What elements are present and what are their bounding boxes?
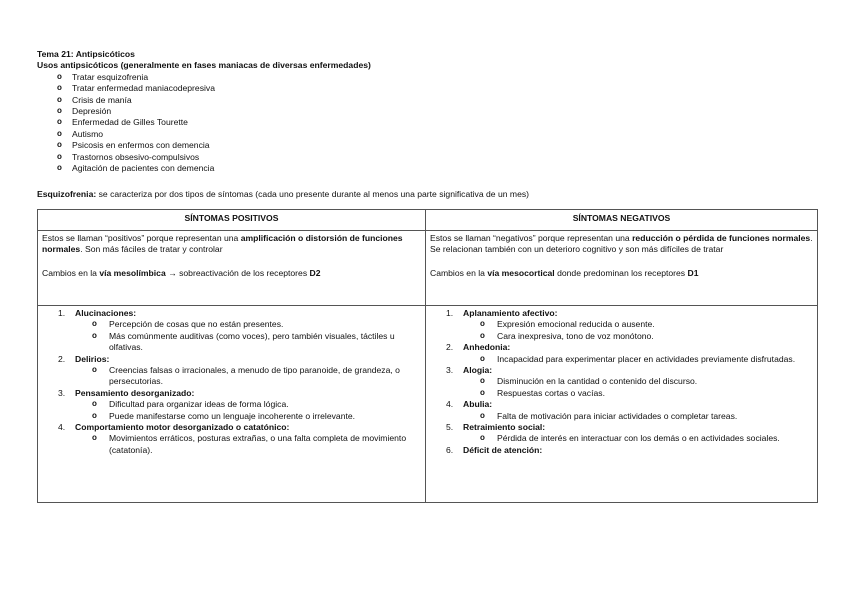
list-item: o Tratar esquizofrenia (57, 72, 817, 83)
esquizofrenia-line (37, 189, 817, 200)
list-item: o Tratar enfermedad maniacodepresiva (57, 83, 817, 94)
negative-description: Estos se llaman “negativos” porque representan una reducción o pérdida de funciones normales. Se relacionan también con un deterioro cognitivo y son más difíciles de tratar (430, 233, 813, 255)
list-item: o Percepción de cosas que no están presentes. (92, 319, 421, 330)
list-item: o Falta de motivación para iniciar actividades o completar tareas. (480, 411, 813, 422)
symptoms-table (37, 209, 818, 503)
symptom-item: 3. Alogia: o Disminución en la cantidad o contenido del discurso. o Respuestas cortas o vacías. (446, 365, 813, 399)
negative-symptoms-header: SÍNTOMAS NEGATIVOS (426, 210, 818, 231)
uses-list (57, 72, 817, 175)
list-item: o Autismo (57, 129, 817, 140)
list-item: o Puede manifestarse como un lenguaje incoherente o irrelevante. (92, 411, 421, 422)
positive-symptoms-header: SÍNTOMAS POSITIVOS (38, 210, 426, 231)
symptom-item: 4. Abulia: o Falta de motivación para iniciar actividades o completar tareas. (446, 399, 813, 422)
esquizofrenia-label: Esquizofrenia: (37, 189, 97, 199)
list-item: o Agitación de pacientes con demencia (57, 163, 817, 174)
list-item: o Cara inexpresiva, tono de voz monótono. (480, 331, 813, 342)
symptom-item: 5. Retraimiento social: o Pérdida de interés en interactuar con los demás o en actividades sociales. (446, 422, 813, 445)
symptom-item: 3. Pensamiento desorganizado: o Dificultad para organizar ideas de forma lógica. o Puede manifestarse como un lenguaje incoherente o irrelevante. (58, 388, 421, 422)
list-item: o Más comúnmente auditivas (como voces), pero también visuales, táctiles u olfativas. (92, 331, 421, 354)
negative-symptoms-cell (426, 306, 818, 503)
symptom-item: 2. Anhedonia: o Incapacidad para experimentar placer en actividades previamente disfrutadas. (446, 342, 813, 365)
positive-symptoms-list (58, 308, 421, 456)
list-item: o Dificultad para organizar ideas de forma lógica. (92, 399, 421, 410)
list-item: o Enfermedad de Gilles Tourette (57, 117, 817, 128)
list-item: o Trastornos obsesivo-compulsivos (57, 152, 817, 163)
document-title: Tema 21: Antipsicóticos (37, 49, 135, 59)
symptom-item: 6. Déficit de atención: (446, 444, 543, 455)
negative-symptoms-list (446, 308, 813, 456)
positive-pathway: Cambios en la vía mesolímbica → sobreactivación de los receptores D2 (42, 267, 321, 278)
list-item: o Depresión (57, 106, 817, 117)
list-item: o Expresión emocional reducida o ausente. (480, 319, 813, 330)
list-item: o Disminución en la cantidad o contenido del discurso. (480, 376, 813, 387)
symptom-item: 4. Comportamiento motor desorganizado o catatónico: o Movimientos erráticos, posturas extrañas, o una falta completa de movimiento (catatonía). (58, 422, 421, 456)
negative-description-cell (426, 231, 818, 306)
table-row (38, 231, 818, 306)
uses-heading: Usos antipsicóticos (generalmente en fases maniacas de diversas enfermedades) (37, 60, 371, 71)
list-item: o Incapacidad para experimentar placer en actividades previamente disfrutadas. (480, 354, 813, 365)
table-header-row (38, 210, 818, 231)
list-item: o Psicosis en enfermos con demencia (57, 140, 817, 151)
symptom-item: 1. Aplanamiento afectivo: o Expresión emocional reducida o ausente. o Cara inexpresiva, tono de voz monótono. (446, 308, 813, 342)
symptom-item: 2. Delirios: o Creencias falsas o irracionales, a menudo de tipo paranoide, de grandeza, o persecutorias. (58, 354, 421, 388)
positive-symptoms-cell (38, 306, 426, 503)
symptom-item: 1. Alucinaciones: o Percepción de cosas que no están presentes. o Más comúnmente auditivas (como voces), pero también visuales, táctiles u olfativas. (58, 308, 421, 354)
esquizofrenia-text: se caracteriza por dos tipos de síntomas (cada uno presente durante al menos una parte significativa de un mes) (96, 189, 530, 199)
document-header (37, 49, 817, 174)
negative-pathway: Cambios en la vía mesocortical donde predominan los receptores D1 (430, 267, 699, 278)
list-item: o Crisis de manía (57, 95, 817, 106)
list-item: o Creencias falsas o irracionales, a menudo de tipo paranoide, de grandeza, o persecutorias. (92, 365, 421, 388)
positive-description-cell (38, 231, 426, 306)
table-row (38, 306, 818, 503)
positive-description: Estos se llaman “positivos” porque representan una amplificación o distorsión de funciones normales. Son más fáciles de tratar y controlar (42, 233, 403, 255)
list-item: o Respuestas cortas o vacías. (480, 388, 813, 399)
list-item: o Pérdida de interés en interactuar con los demás o en actividades sociales. (480, 433, 813, 444)
list-item: o Movimientos erráticos, posturas extrañas, o una falta completa de movimiento (catatonía). (92, 433, 421, 456)
